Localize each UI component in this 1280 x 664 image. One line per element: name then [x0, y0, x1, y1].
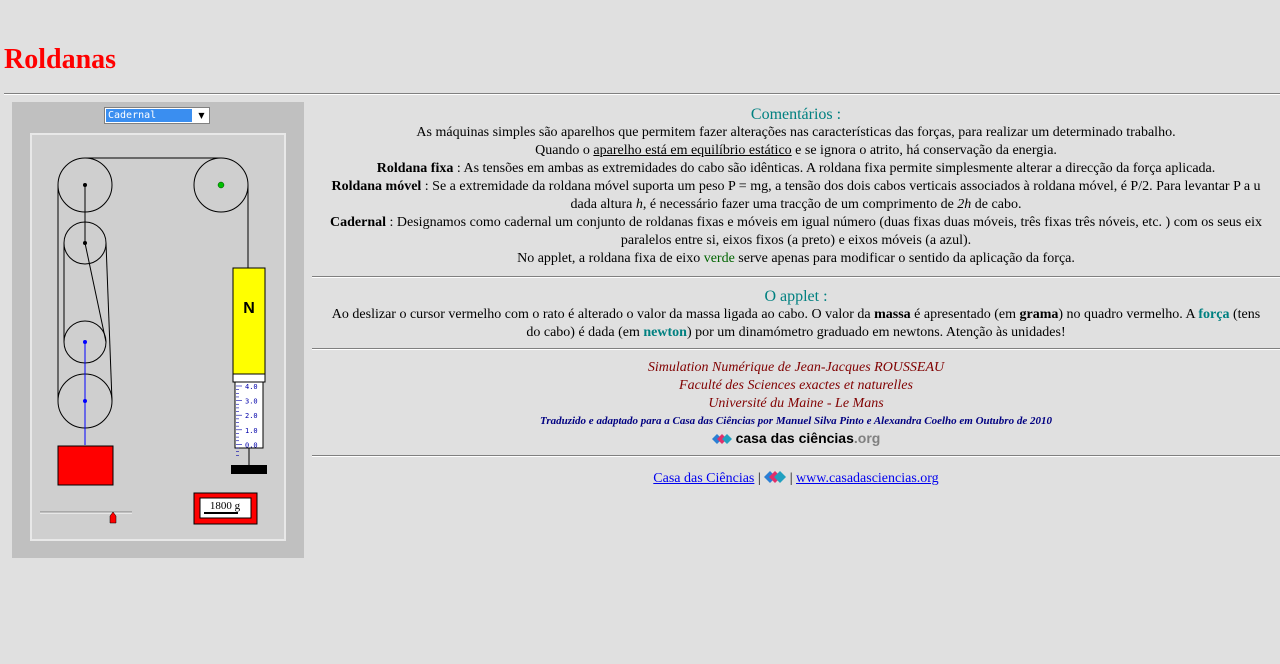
- comments-heading: Comentários :: [750, 106, 842, 123]
- casa-link[interactable]: Casa das Ciências: [653, 471, 755, 486]
- redirect-pulley: [194, 158, 248, 212]
- hanging-mass: [58, 446, 113, 485]
- simulation-canvas: [30, 133, 286, 541]
- chevron-down-icon[interactable]: ▼: [198, 111, 205, 120]
- logo-icon: [712, 432, 732, 446]
- casa-logo-icon[interactable]: [764, 469, 786, 485]
- credit-faculty: Faculté des Sciences exactes et naturelles: [679, 378, 913, 393]
- top-divider: [4, 93, 1280, 95]
- scale-tick-label: 2.0: [245, 412, 258, 421]
- applet-line1: Ao deslizar o cursor vermelho com o rato é alterado o valor da massa ligada ao cabo. O valor da massa é apresentado (em grama) no quadro vermelho. A força (tens: [331, 307, 1261, 322]
- comments-p1: As máquinas simples são aparelhos que permitem fazer alterações nas características das forças, para realizar um determinado trabalho.: [416, 125, 1176, 140]
- scale-tick-label: 1.0: [245, 426, 258, 435]
- page-title: Roldanas: [4, 44, 117, 75]
- dynamometer: [231, 268, 267, 474]
- comments-cadernal: Cadernal : Designamos como cadernal um conjunto de roldanas fixas e móveis em igual número (duas fixas duas móveis, três fixas três nóveis, etc. ) com os seus eix: [330, 215, 1262, 230]
- footer-links: Casa das Ciências | | www.casadasciencias.org: [653, 471, 939, 486]
- scale-tick-label: 4.0: [245, 383, 258, 391]
- select-current-value[interactable]: Cadernal: [106, 109, 192, 122]
- cable: [58, 158, 248, 401]
- comments-applet-note: No applet, a roldana fixa de eixo verde serve apenas para modificar o sentido da aplicação da força.: [517, 251, 1075, 266]
- credit-translation: Traduzido e adaptado para a Casa das Ciências por Manuel Silva Pinto e Alexandra Coelho em Outubro de 2010: [540, 415, 1052, 427]
- scale-tick-label: 3.0: [245, 397, 258, 406]
- pulley-applet: [12, 102, 304, 558]
- comments-p2: Quando o aparelho está em equilíbrio estático e se ignora o atrito, há conservação da energia.: [535, 143, 1057, 158]
- dynamometer-unit: N: [243, 300, 255, 317]
- credit-author: Simulation Numérique de Jean-Jacques ROUSSEAU: [647, 360, 945, 375]
- mass-value: 1800 g: [209, 500, 241, 512]
- comments-cadernal-2: paralelos entre si, eixos fixos (a preto) e eixos móveis (a azul).: [620, 233, 972, 248]
- website-link[interactable]: www.casadasciencias.org: [796, 471, 939, 486]
- casa-das-ciencias-logo: casa das ciências.org: [312, 429, 1280, 447]
- applet-heading: O applet :: [764, 288, 828, 305]
- equilibrium-term: aparelho está em equilíbrio estático: [593, 143, 792, 158]
- comments-movel-2: dada altura h, é necessário fazer uma tracção de um comprimento de 2h de cabo.: [570, 197, 1022, 212]
- pulley-type-select[interactable]: [104, 107, 210, 124]
- mass-slider[interactable]: [40, 512, 132, 523]
- comments-movel: Roldana móvel : Se a extremidade da roldana móvel suporta um peso P = mg, a tensão dos dois cabos verticais associados à roldana móvel, é P/2. Para levantar P a u: [331, 179, 1261, 194]
- credit-university: Université du Maine - Le Mans: [708, 396, 884, 411]
- scale-tick-label: 0.0: [245, 441, 258, 450]
- main-text: [312, 102, 1280, 522]
- mass-readout: [194, 493, 257, 524]
- applet-line2: do cabo) é dada (em newton) por um dinamómetro graduado em newtons. Atenção às unidades!: [526, 325, 1066, 340]
- comments-fixa: Roldana fixa : As tensões em ambas as extremidades do cabo são idênticas. A roldana fixa permite simplesmente alterar a direcção da força aplicada.: [376, 161, 1216, 176]
- slider-handle[interactable]: [110, 512, 116, 523]
